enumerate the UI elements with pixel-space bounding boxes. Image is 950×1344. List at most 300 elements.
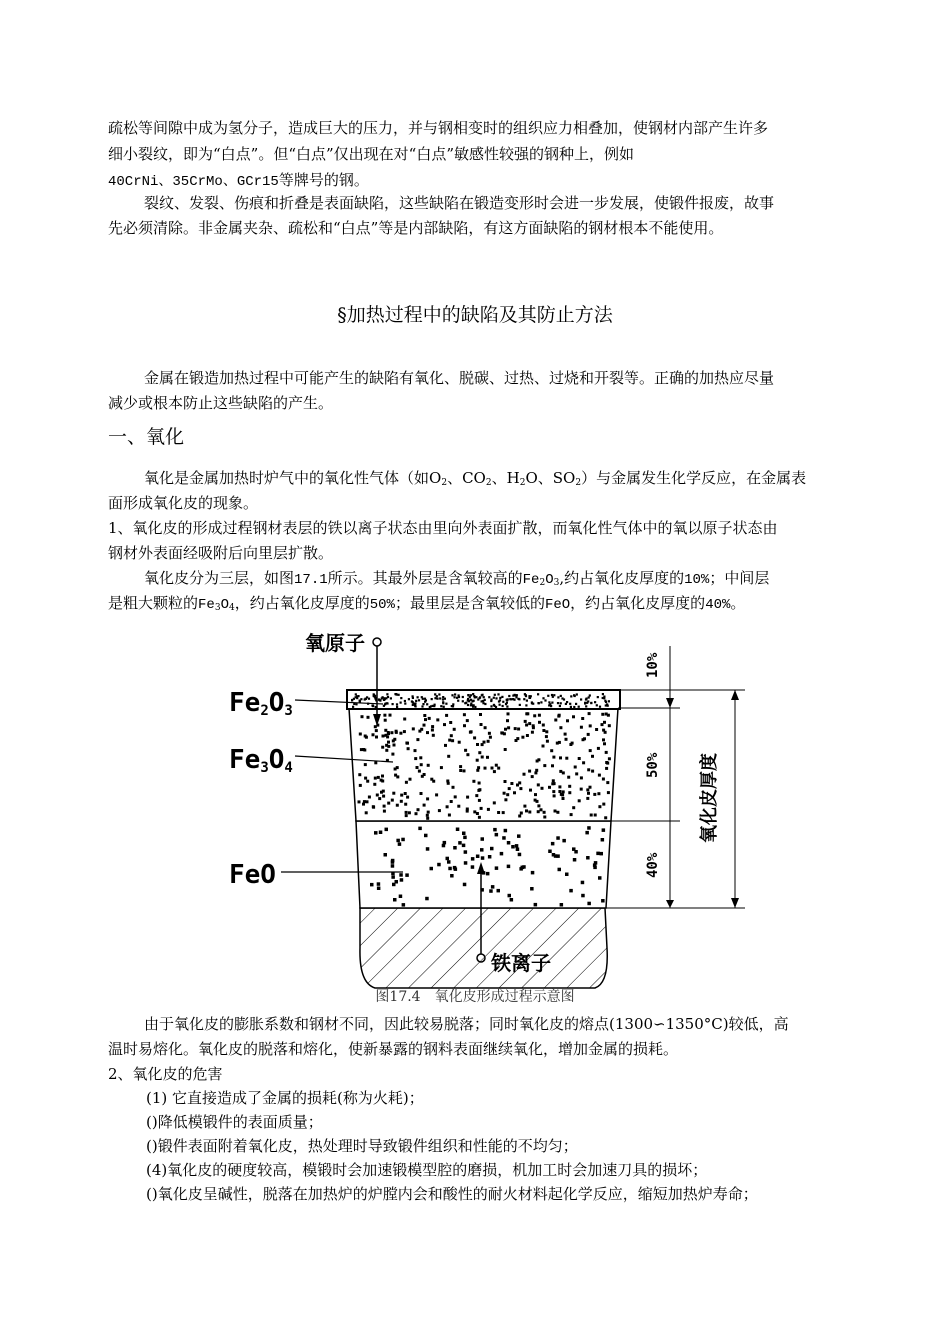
particle-dot bbox=[481, 743, 484, 746]
particle-dot bbox=[524, 693, 526, 695]
particle-dot bbox=[400, 878, 404, 882]
particle-dot bbox=[606, 762, 609, 765]
particle-dot bbox=[547, 695, 549, 697]
particle-dot bbox=[417, 808, 420, 811]
particle-dot bbox=[471, 857, 475, 861]
particle-dot bbox=[587, 733, 590, 736]
particle-dot bbox=[602, 729, 605, 732]
particle-dot bbox=[468, 694, 470, 696]
particle-dot bbox=[428, 717, 431, 720]
particle-dot bbox=[531, 702, 533, 704]
particle-dot bbox=[581, 717, 584, 720]
particle-dot bbox=[396, 706, 398, 708]
particle-dot bbox=[545, 735, 548, 738]
particle-dot bbox=[400, 800, 403, 803]
particle-dot bbox=[418, 827, 422, 831]
particle-dot bbox=[366, 696, 368, 698]
particle-dot bbox=[497, 693, 499, 695]
particle-dot bbox=[515, 844, 519, 848]
particle-dot bbox=[386, 735, 389, 738]
particle-dot bbox=[602, 803, 605, 806]
particle-dot bbox=[487, 740, 490, 743]
particle-dot bbox=[580, 788, 583, 791]
particle-dot bbox=[517, 728, 520, 731]
particle-dot bbox=[421, 705, 423, 707]
particle-dot bbox=[385, 744, 388, 747]
particle-dot bbox=[578, 706, 580, 708]
particle-dot bbox=[445, 714, 448, 717]
particle-dot bbox=[562, 797, 565, 800]
particle-dot bbox=[608, 700, 610, 702]
particle-dot bbox=[552, 779, 555, 782]
label-iron: 铁离子 bbox=[491, 951, 551, 975]
particle-dot bbox=[481, 856, 485, 860]
particle-dot bbox=[463, 836, 467, 840]
particle-dot bbox=[506, 699, 508, 701]
particle-dot bbox=[488, 732, 491, 735]
text: ，约占氧化皮厚度的 bbox=[570, 594, 706, 612]
oxygen-marker-icon bbox=[373, 638, 381, 646]
body-text: 由于氧化皮的膨胀系数和钢材不同，因此较易脱落；同时氧化皮的熔点(1300∽1350°C)较低，高 bbox=[144, 1015, 789, 1033]
body-text: 钢材外表面经吸附后向里层扩散。 bbox=[108, 544, 334, 562]
particle-dot bbox=[542, 697, 544, 699]
particle-dot bbox=[502, 705, 504, 707]
particle-dot bbox=[426, 797, 429, 800]
particle-dot bbox=[507, 865, 511, 869]
particle-dot bbox=[540, 808, 543, 811]
percentage: 40% bbox=[705, 597, 731, 613]
list-item: ()降低模锻件的表面质量； bbox=[146, 1113, 323, 1131]
particle-dot bbox=[495, 706, 497, 708]
particle-dot bbox=[503, 792, 506, 795]
formula: Fe bbox=[522, 572, 540, 588]
particle-dot bbox=[548, 786, 551, 789]
particle-dot bbox=[389, 714, 392, 717]
particle-dot bbox=[451, 694, 453, 696]
particle-dot bbox=[380, 791, 383, 794]
particle-dot bbox=[587, 902, 591, 906]
particle-dot bbox=[401, 838, 405, 842]
particle-dot bbox=[456, 828, 460, 832]
particle-dot bbox=[392, 883, 396, 887]
particle-dot bbox=[424, 701, 426, 703]
particle-dot bbox=[529, 697, 531, 699]
particle-dot bbox=[478, 788, 481, 791]
particle-dot bbox=[478, 816, 481, 819]
particle-dot bbox=[377, 776, 380, 779]
particle-dot bbox=[605, 701, 607, 703]
particle-dot bbox=[385, 749, 388, 752]
particle-dot bbox=[521, 736, 524, 739]
particle-dot bbox=[378, 699, 380, 701]
particle-dot bbox=[525, 704, 527, 706]
text: ；最里层是含氧较低的 bbox=[394, 594, 545, 612]
particle-dot bbox=[552, 790, 555, 793]
particle-dot bbox=[594, 814, 597, 817]
particle-dot bbox=[467, 704, 469, 706]
formula: O bbox=[545, 572, 554, 588]
figure-caption: 图17.4 氧化皮形成过程示意图 bbox=[375, 989, 575, 1005]
particle-dot bbox=[520, 812, 523, 815]
percentage: 50% bbox=[369, 597, 395, 613]
particle-dot bbox=[493, 828, 497, 832]
particle-dot bbox=[514, 727, 517, 730]
particle-dot bbox=[458, 741, 461, 744]
particle-dot bbox=[426, 731, 429, 734]
pct-bot-label: 40% bbox=[645, 852, 661, 878]
particle-dot bbox=[481, 837, 485, 841]
particle-dot bbox=[528, 811, 531, 814]
particle-dot bbox=[598, 805, 601, 808]
body-text: 疏松等间隙中成为氢分子，造成巨大的压力，并与钢相变时的组织应力相叠加，使钢材内部产生许多 bbox=[108, 119, 769, 137]
arrowhead-icon bbox=[731, 690, 739, 700]
particle-dot bbox=[534, 771, 537, 774]
particle-dot bbox=[422, 703, 424, 705]
particle-dot bbox=[498, 700, 500, 702]
particle-dot bbox=[570, 706, 572, 708]
particle-dot bbox=[400, 794, 403, 797]
particle-dot bbox=[607, 791, 610, 794]
particle-dot bbox=[560, 702, 562, 704]
particle-dot bbox=[582, 738, 585, 741]
particle-dot bbox=[442, 702, 444, 704]
particle-dot bbox=[464, 861, 468, 865]
particle-dot bbox=[443, 723, 446, 726]
particle-dot bbox=[463, 724, 466, 727]
particle-dot bbox=[593, 793, 596, 796]
particle-dot bbox=[604, 816, 607, 819]
particle-dot bbox=[404, 703, 406, 705]
particle-dot bbox=[415, 812, 418, 815]
particle-dot bbox=[383, 714, 386, 717]
particle-dot bbox=[601, 899, 605, 903]
particle-dot bbox=[584, 702, 586, 704]
particle-dot bbox=[365, 736, 368, 739]
particle-dot bbox=[589, 786, 592, 789]
particle-dot bbox=[368, 796, 371, 799]
particle-dot bbox=[420, 792, 423, 795]
particle-dot bbox=[537, 804, 540, 807]
particle-dot bbox=[588, 712, 591, 715]
particle-dot bbox=[391, 875, 395, 879]
particle-dot bbox=[588, 696, 590, 698]
particle-dot bbox=[586, 788, 589, 791]
layers-text bbox=[108, 590, 860, 621]
particle-dot bbox=[495, 764, 498, 767]
particle-dot bbox=[528, 770, 531, 773]
particle-dot bbox=[352, 706, 354, 708]
particle-dot bbox=[415, 705, 417, 707]
particle-dot bbox=[449, 721, 452, 724]
particle-dot bbox=[458, 841, 462, 845]
particle-dot bbox=[483, 696, 485, 698]
particle-dot bbox=[454, 696, 456, 698]
harm-title: 2、氧化皮的危害 bbox=[108, 1065, 223, 1083]
particle-dot bbox=[472, 780, 475, 783]
particle-dot bbox=[488, 855, 492, 859]
particle-dot bbox=[436, 695, 438, 697]
particle-dot bbox=[516, 737, 519, 740]
subsection-title: 一、氧化 bbox=[108, 426, 185, 448]
particle-dot bbox=[415, 700, 417, 702]
body-text: 金属在锻造加热过程中可能产生的缺陷有氧化、脱碳、过热、过烧和开裂等。正确的加热应尽量 bbox=[144, 369, 775, 387]
particle-dot bbox=[550, 749, 553, 752]
text: 氧化是金属加热时炉气中的氧化性气体（如 bbox=[144, 469, 430, 487]
particle-dot bbox=[515, 696, 517, 698]
label-fe3o4: Fe3O4 bbox=[229, 745, 293, 776]
text: 氧化皮分为三层，如图 bbox=[144, 569, 295, 587]
particle-dot bbox=[382, 735, 385, 738]
particle-dot bbox=[548, 701, 550, 703]
particle-dot bbox=[487, 808, 490, 811]
particle-dot bbox=[480, 848, 484, 852]
particle-dot bbox=[414, 757, 417, 760]
particle-dot bbox=[478, 751, 481, 754]
particle-dot bbox=[551, 764, 554, 767]
particle-dot bbox=[434, 697, 436, 699]
particle-dot bbox=[436, 718, 439, 721]
particle-dot bbox=[445, 703, 447, 705]
particle-dot bbox=[559, 756, 562, 759]
particle-dot bbox=[473, 700, 475, 702]
particle-dot bbox=[552, 756, 555, 759]
particle-dot bbox=[453, 728, 456, 731]
particle-dot bbox=[463, 883, 467, 887]
text: 所示。其最外层是含氧较高的 bbox=[327, 569, 523, 587]
particle-dot bbox=[424, 698, 426, 700]
particle-dot bbox=[512, 695, 514, 697]
particle-dot bbox=[414, 749, 417, 752]
particle-dot bbox=[374, 831, 378, 835]
particle-dot bbox=[448, 739, 451, 742]
particle-dot bbox=[502, 811, 505, 814]
list-item: (1) 它直接造成了金属的损耗(称为火耗)； bbox=[146, 1089, 424, 1107]
particle-dot bbox=[442, 696, 444, 698]
particle-dot bbox=[373, 695, 375, 697]
particle-dot bbox=[427, 764, 430, 767]
particle-dot bbox=[570, 695, 572, 697]
particle-dot bbox=[507, 841, 511, 845]
particle-dot bbox=[572, 715, 575, 718]
particle-dot bbox=[573, 858, 577, 862]
particle-dot bbox=[375, 736, 378, 739]
particle-dot bbox=[404, 700, 406, 702]
particle-dot bbox=[601, 723, 604, 726]
particle-dot bbox=[452, 703, 454, 705]
particle-dot bbox=[454, 693, 456, 695]
particle-dot bbox=[371, 705, 373, 707]
particle-dot bbox=[440, 705, 442, 707]
particle-dot bbox=[411, 700, 413, 702]
particle-dot bbox=[518, 698, 520, 700]
particle-dot bbox=[510, 898, 513, 902]
particle-dot bbox=[548, 850, 552, 854]
particle-dot bbox=[393, 744, 396, 747]
particle-dot bbox=[486, 872, 490, 876]
particle-dot bbox=[447, 755, 450, 758]
particle-dot bbox=[426, 847, 430, 851]
particle-dot bbox=[390, 697, 392, 699]
particle-dot bbox=[359, 784, 362, 787]
particle-dot bbox=[581, 894, 585, 898]
body-text: 温时易熔化。氧化皮的脱落和熔化，使新暴露的钢料表面继续氧化，增加金属的损耗。 bbox=[108, 1040, 679, 1058]
particle-dot bbox=[433, 705, 435, 707]
particle-dot bbox=[491, 885, 495, 889]
particle-dot bbox=[504, 728, 507, 731]
particle-dot bbox=[470, 704, 472, 706]
particle-dot bbox=[565, 738, 568, 741]
particle-dot bbox=[537, 783, 540, 786]
particle-dot bbox=[408, 698, 410, 700]
particle-dot bbox=[356, 695, 358, 697]
feo-layer bbox=[356, 821, 611, 908]
particle-dot bbox=[384, 729, 387, 732]
particle-dot bbox=[504, 829, 508, 833]
particle-dot bbox=[578, 799, 581, 802]
particle-dot bbox=[372, 805, 375, 808]
particle-dot bbox=[454, 795, 457, 798]
particle-dot bbox=[381, 697, 383, 699]
particle-dot bbox=[478, 782, 481, 785]
particle-dot bbox=[355, 693, 357, 695]
particle-dot bbox=[585, 705, 587, 707]
body-text: 细小裂纹，即为“白点”。但“白点”仅出现在对“白点”敏感性较强的钢种上，例如 bbox=[108, 145, 635, 163]
particle-dot bbox=[374, 761, 377, 764]
particle-dot bbox=[463, 769, 466, 772]
thickness-label: 氧化皮厚度 bbox=[699, 753, 720, 843]
particle-dot bbox=[471, 865, 475, 869]
particle-dot bbox=[518, 815, 521, 818]
particle-dot bbox=[378, 797, 381, 800]
particle-dot bbox=[600, 852, 604, 856]
particle-dot bbox=[523, 773, 526, 776]
particle-dot bbox=[537, 693, 539, 695]
particle-dot bbox=[569, 889, 573, 893]
particle-dot bbox=[484, 767, 487, 770]
particle-dot bbox=[396, 839, 400, 843]
particle-dot bbox=[479, 697, 481, 699]
particle-dot bbox=[447, 860, 451, 864]
particle-dot bbox=[383, 705, 385, 707]
particle-dot bbox=[475, 794, 478, 797]
particle-dot bbox=[565, 873, 569, 877]
particle-dot bbox=[473, 810, 476, 813]
particle-dot bbox=[585, 831, 589, 835]
subscript: 2 bbox=[485, 478, 492, 488]
particle-dot bbox=[568, 785, 571, 788]
particle-dot bbox=[437, 863, 441, 867]
particle-dot bbox=[573, 694, 575, 696]
particle-dot bbox=[393, 898, 397, 902]
formula: H bbox=[506, 469, 520, 487]
particle-dot bbox=[543, 764, 546, 767]
particle-dot bbox=[386, 693, 388, 695]
text: 。 bbox=[730, 594, 746, 612]
text: 是粗大颗粒的 bbox=[108, 594, 199, 612]
particle-dot bbox=[419, 756, 422, 759]
particle-dot bbox=[387, 741, 390, 744]
formula: FeO bbox=[544, 597, 571, 613]
particle-dot bbox=[543, 816, 546, 819]
particle-dot bbox=[524, 720, 527, 723]
body-text: 面形成氧化皮的现象。 bbox=[108, 494, 259, 512]
list-item: (4)氧化皮的硬度较高，模锻时会加速锻模型腔的磨损，机加工时会加速刀具的损坏； bbox=[146, 1161, 708, 1179]
particle-dot bbox=[392, 703, 394, 705]
particle-dot bbox=[497, 767, 500, 770]
particle-dot bbox=[450, 874, 454, 878]
particle-dot bbox=[551, 702, 553, 704]
particle-dot bbox=[494, 694, 496, 696]
particle-dot bbox=[493, 801, 496, 804]
particle-dot bbox=[493, 697, 495, 699]
particle-dot bbox=[508, 787, 511, 790]
text: 、 bbox=[491, 469, 507, 487]
particle-dot bbox=[587, 826, 591, 830]
particle-dot bbox=[459, 769, 462, 772]
particle-dot bbox=[605, 767, 608, 770]
particle-dot bbox=[573, 706, 575, 708]
particle-dot bbox=[391, 864, 395, 868]
particle-dot bbox=[452, 786, 455, 789]
particle-dot bbox=[404, 803, 407, 806]
particle-dot bbox=[505, 703, 507, 705]
particle-dot bbox=[408, 811, 411, 814]
particle-dot bbox=[403, 730, 406, 733]
particle-dot bbox=[564, 733, 567, 736]
particle-dot bbox=[416, 738, 419, 741]
particle-dot bbox=[566, 719, 569, 722]
particle-dot bbox=[438, 809, 441, 812]
particle-dot bbox=[359, 733, 362, 736]
particle-dot bbox=[469, 731, 472, 734]
particle-dot bbox=[407, 747, 410, 750]
particle-dot bbox=[602, 693, 604, 695]
particle-dot bbox=[525, 809, 528, 812]
particle-dot bbox=[589, 749, 592, 752]
particle-dot bbox=[523, 805, 526, 808]
particle-dot bbox=[390, 731, 393, 734]
particle-dot bbox=[405, 811, 408, 814]
particle-dot bbox=[479, 713, 482, 716]
particle-dot bbox=[506, 793, 509, 796]
particle-dot bbox=[574, 766, 577, 769]
particle-dot bbox=[423, 773, 426, 776]
arrowhead-icon bbox=[731, 898, 739, 908]
particle-dot bbox=[383, 697, 385, 699]
particle-dot bbox=[525, 695, 527, 697]
particle-dot bbox=[423, 724, 426, 727]
particle-dot bbox=[597, 792, 600, 795]
text: ，约占氧化皮厚度的 bbox=[234, 594, 370, 612]
particle-dot bbox=[565, 757, 568, 760]
particle-dot bbox=[405, 873, 409, 877]
particle-dot bbox=[466, 719, 469, 722]
particle-dot bbox=[508, 894, 512, 898]
formula: Fe bbox=[198, 597, 215, 613]
particle-dot bbox=[501, 732, 504, 735]
particle-dot bbox=[430, 867, 434, 871]
particle-dot bbox=[571, 742, 574, 745]
particle-dot bbox=[456, 697, 458, 699]
particle-dot bbox=[446, 805, 449, 808]
particle-dot bbox=[476, 812, 479, 815]
particle-dot bbox=[364, 777, 367, 780]
particle-dot bbox=[358, 800, 361, 803]
particle-dot bbox=[473, 704, 475, 706]
particle-dot bbox=[572, 806, 575, 809]
subscript: 2 bbox=[575, 478, 582, 488]
particle-dot bbox=[466, 796, 469, 799]
